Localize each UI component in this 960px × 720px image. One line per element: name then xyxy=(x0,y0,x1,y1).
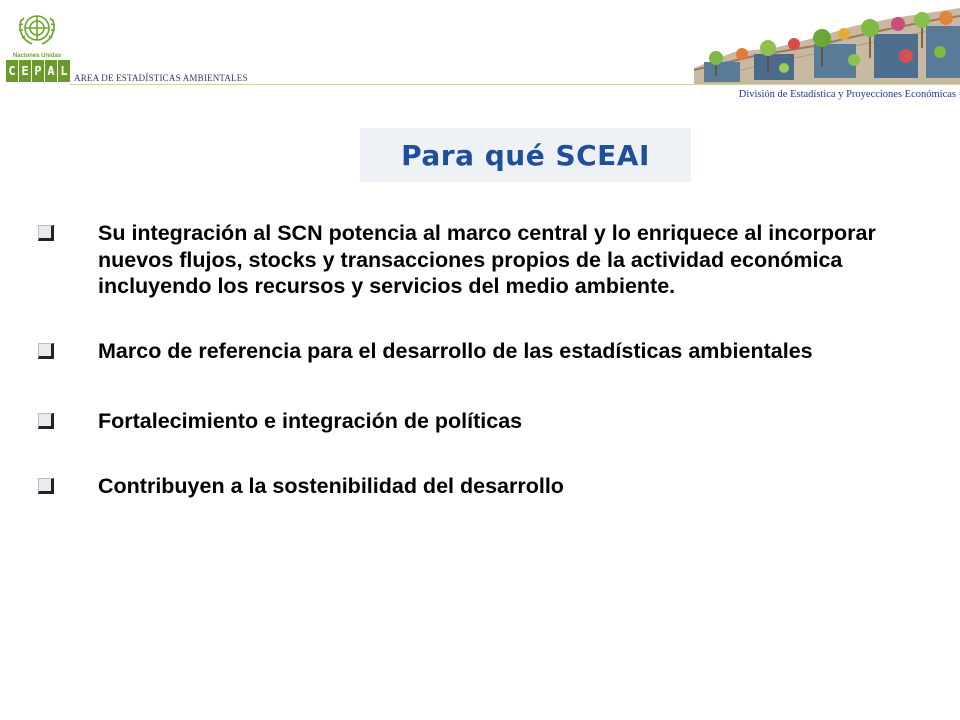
cepal-letter: E xyxy=(19,60,31,82)
checkbox-bullet-icon xyxy=(38,478,54,494)
checkbox-bullet-icon xyxy=(38,413,54,429)
bullet-item xyxy=(36,220,946,300)
bullet-text: Fortalecimiento e integración de políticas xyxy=(98,409,523,433)
cepal-letter: L xyxy=(58,60,70,82)
bullet-list xyxy=(36,220,946,499)
cepal-letter: A xyxy=(45,60,57,82)
checkbox-bullet-icon xyxy=(38,343,54,359)
bullet-text: Su integración al SCN potencia al marco central y lo enriquece al incorporar nuevos flujos, stocks y transacciones propios de la actividad económica incluyendo los recursos y servicios del medio ambiente. xyxy=(98,221,876,298)
bullet-text: Marco de referencia para el desarrollo de las estadísticas ambientales xyxy=(98,338,813,363)
un-logo xyxy=(6,8,68,60)
header-banner-image xyxy=(694,8,960,84)
cepal-logo xyxy=(6,60,70,82)
cepal-letter: C xyxy=(6,60,18,82)
bullet-text: Contribuyen a la sostenibilidad del desarrollo xyxy=(98,473,564,498)
area-label: AREA DE ESTADÍSTICAS AMBIENTALES xyxy=(74,73,248,83)
cepal-letter: P xyxy=(32,60,44,82)
bullet-item xyxy=(36,473,946,500)
bullet-item xyxy=(36,338,946,365)
un-logo-text: Naciones Unidas xyxy=(12,53,62,59)
slide-title-box xyxy=(360,128,691,182)
header-divider xyxy=(70,84,960,85)
slide-title: Para qué SCEAI xyxy=(401,138,650,172)
bullet-item xyxy=(36,408,946,435)
division-label: División de Estadística y Proyecciones Económicas xyxy=(738,89,956,100)
checkbox-bullet-icon xyxy=(38,225,54,241)
